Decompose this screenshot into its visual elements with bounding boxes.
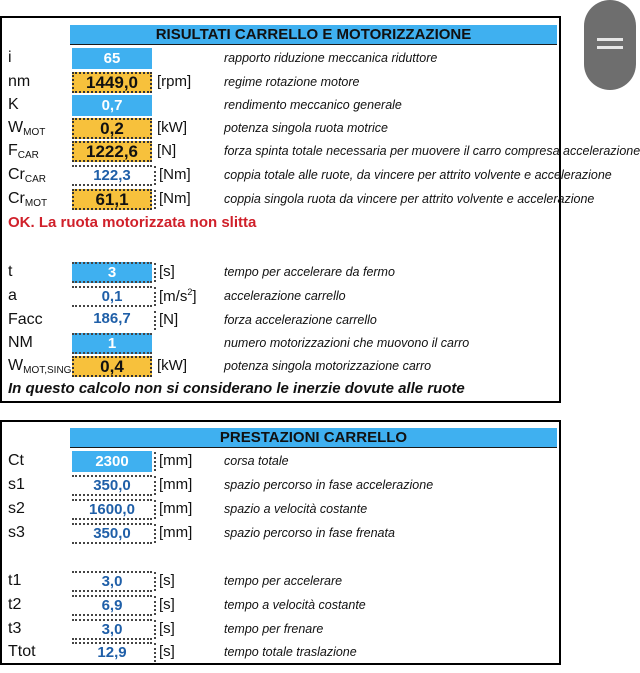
row-description: rapporto riduzione meccanica riduttore	[224, 51, 438, 65]
row-description: numero motorizzazioni che muovono il carro	[224, 336, 470, 350]
row-s2	[2, 498, 640, 522]
row-symbol: nm	[8, 73, 31, 90]
row-description: corsa totale	[224, 454, 289, 468]
row-unit: [Nm]	[154, 190, 191, 209]
row-crcar	[2, 164, 640, 188]
row-symbol: $F_{CAR}$	[8, 142, 39, 161]
row-symbol: Ttot	[8, 643, 36, 660]
row-value: 350,0	[72, 475, 152, 496]
row-value: 3,0	[72, 619, 152, 640]
row-facc	[2, 309, 640, 333]
hamburger-menu-icon	[597, 38, 623, 41]
row-unit: [s]	[154, 263, 175, 282]
row-value: 1449,0	[72, 72, 152, 93]
row-value: 0,2	[72, 118, 152, 139]
row-description: regime rotazione motore	[224, 75, 360, 89]
row-description: spazio percorso in fase accelerazione	[224, 478, 434, 492]
row-symbol: $W_{MOT,SING}$	[8, 357, 72, 376]
row-unit: [s]	[154, 620, 175, 639]
results-panel	[0, 16, 640, 403]
row-symbol: s1	[8, 476, 25, 493]
row-description: rendimento meccanico generale	[224, 98, 402, 112]
row-symbol: s3	[8, 524, 25, 541]
row-unit: [kW]	[157, 357, 187, 374]
row-unit: [N]	[154, 311, 178, 330]
section2-title: PRESTAZIONI CARRELLO	[70, 428, 557, 448]
row-value: 122,3	[72, 165, 152, 186]
row-description: spazio a velocità costante	[224, 502, 368, 516]
row-t	[2, 261, 640, 285]
row-value: 65	[72, 48, 152, 69]
row-value: 1	[72, 333, 152, 354]
row-t2	[2, 594, 640, 618]
row-nm	[2, 71, 640, 95]
row-symbol: a	[8, 287, 17, 304]
row-symbol: K	[8, 96, 19, 113]
row-symbol: Ct	[8, 452, 24, 469]
row-symbol: $Cr_{CAR}$	[8, 166, 47, 185]
row-value: 350,0	[72, 523, 152, 544]
row-value: 0,1	[72, 286, 152, 307]
row-description: potenza singola ruota motrice	[224, 121, 388, 135]
inertia-note: In questo calcolo non si considerano le inerzie dovute alle ruote	[8, 380, 465, 397]
row-description: tempo totale traslazione	[224, 645, 357, 659]
row-unit: [kW]	[157, 119, 187, 136]
row-value: 61,1	[72, 189, 152, 210]
row-description: forza accelerazione carrello	[224, 313, 377, 327]
row-symbol: Facc	[8, 311, 43, 328]
row-t3	[2, 618, 640, 642]
row-description: potenza singola motorizzazione carro	[224, 359, 432, 373]
row-ct	[2, 450, 640, 474]
row-symbol: t3	[8, 620, 22, 637]
row-nm-count	[2, 332, 640, 356]
row-value: 3,0	[72, 571, 152, 592]
row-description: tempo per frenare	[224, 622, 324, 636]
row-unit: [N]	[157, 142, 177, 159]
row-k	[2, 94, 640, 118]
row-fcar	[2, 140, 640, 164]
row-value: 0,4	[72, 356, 152, 377]
section1-title: RISULTATI CARRELLO E MOTORIZZAZIONE	[70, 25, 557, 45]
row-unit: $[m/s^2]$	[154, 287, 197, 306]
row-value: 3	[72, 262, 152, 283]
row-value: 12,9	[72, 642, 152, 663]
row-i	[2, 47, 640, 71]
row-crmot	[2, 188, 640, 212]
row-symbol: i	[8, 49, 12, 66]
row-value: 2300	[72, 451, 152, 472]
row-wmotsing	[2, 355, 640, 379]
row-symbol: NM	[8, 334, 33, 351]
row-value: 1600,0	[72, 499, 152, 520]
row-symbol: t1	[8, 572, 22, 589]
row-description: forza spinta totale necessaria per muovere il carro compresa accelerazione	[224, 144, 640, 158]
row-description: spazio percorso in fase frenata	[224, 526, 395, 540]
row-value: 1222,6	[72, 141, 152, 162]
row-symbol: $Cr_{MOT}$	[8, 190, 48, 209]
row-unit: [mm]	[154, 452, 192, 471]
row-t1	[2, 570, 640, 594]
row-description: accelerazione carrello	[224, 289, 346, 303]
row-symbol: s2	[8, 500, 25, 517]
row-symbol: $W_{MOT}$	[8, 119, 46, 138]
row-ttot	[2, 641, 640, 665]
row-unit: [s]	[154, 572, 175, 591]
row-s1	[2, 474, 640, 498]
row-description: tempo per accelerare	[224, 574, 343, 588]
row-symbol: t2	[8, 596, 22, 613]
row-unit: [mm]	[154, 476, 192, 495]
status-message: OK. La ruota motorizzata non slitta	[8, 214, 257, 231]
row-unit: [Nm]	[154, 166, 191, 185]
row-description: tempo per accelerare da fermo	[224, 265, 395, 279]
row-value: 186,7	[72, 310, 152, 331]
row-description: tempo a velocità costante	[224, 598, 366, 612]
row-symbol: t	[8, 263, 13, 280]
row-unit: [mm]	[154, 500, 192, 519]
row-a	[2, 285, 640, 309]
row-wmot	[2, 117, 640, 141]
performance-panel	[0, 420, 561, 665]
row-description: coppia singola ruota da vincere per attrito volvente e accelerazione	[224, 192, 595, 206]
row-s3	[2, 522, 640, 546]
row-description: coppia totale alle ruote, da vincere per attrito volvente e accelerazione	[224, 168, 612, 182]
row-value: 6,9	[72, 595, 152, 616]
row-unit: [s]	[154, 596, 175, 615]
row-unit: [s]	[154, 643, 175, 662]
row-unit: [mm]	[154, 524, 192, 543]
row-unit: [rpm]	[157, 73, 192, 90]
row-value: 0,7	[72, 95, 152, 116]
